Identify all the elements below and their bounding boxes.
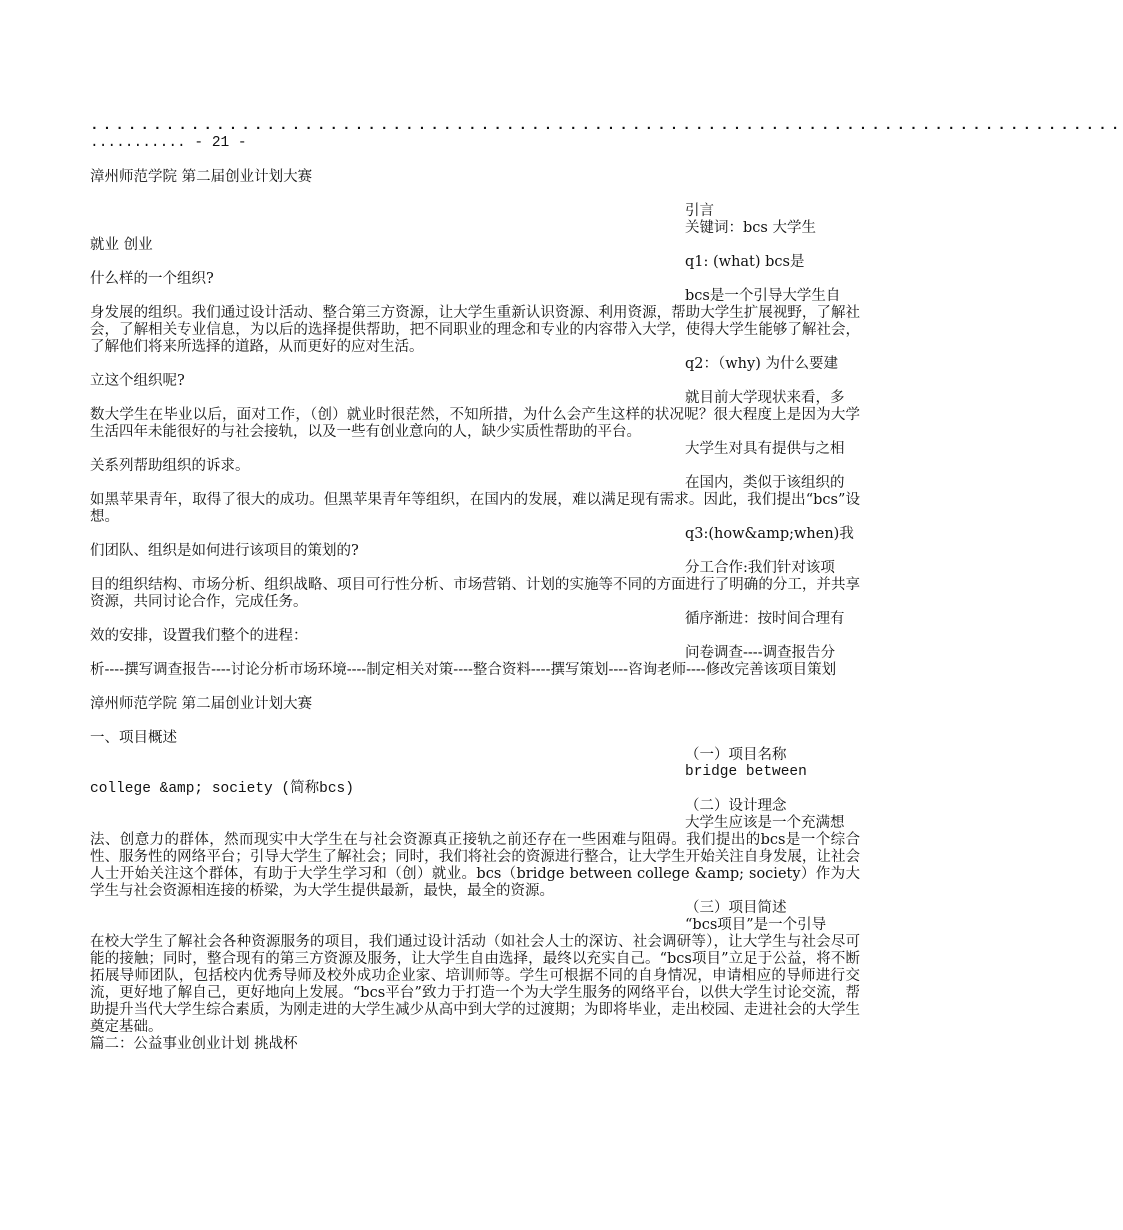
a2-paragraph: 数大学生在毕业以后，面对工作，（创）就业时很茫然，不知所措，为什么会产生这样的状况呢？很大程度上是因为大学生活四年未能很好的与社会接轨，以及一些有创业意向的人，缺少实质性帮助的平台。 [90, 407, 860, 440]
project-name-heading: （一）项目名称 [685, 747, 787, 763]
page-number: ........... - 21 - [90, 135, 247, 151]
q1-heading: q1: (what) bcs是 [685, 254, 805, 270]
q1-cont: 什么样的一个组织? [90, 271, 214, 287]
process-paragraph: 析----撰写调查报告----讨论分析市场环境----制定相关对策----整合资料----撰写策划----咨询老师----修改完善该项目策划 [90, 662, 837, 678]
intro-heading: 引言 [685, 203, 714, 219]
document-page [90, 118, 1123, 1053]
footer-line: 篇二：公益事业创业计划 挑战杯 [90, 1036, 298, 1052]
keywords-line: 关键词：bcs 大学生 [685, 220, 816, 236]
a3c-cont: 效的安排，设置我们整个的进程： [90, 628, 308, 644]
keywords-cont: 就业 创业 [90, 237, 153, 253]
brief-heading: （三）项目简述 [685, 900, 787, 916]
a3-paragraph: 目的组织结构、市场分析、组织战略、项目可行性分析、市场营销、计划的实施等不同的方面进行了明确的分工，并共享资源，共同讨论合作，完成任务。 [90, 577, 860, 610]
section-heading: 一、项目概述 [90, 730, 177, 746]
q2-cont: 立这个组织呢? [90, 373, 185, 389]
a2c-cont: 关系列帮助组织的诉求。 [90, 458, 250, 474]
a3c-start: 循序渐进：按时间合理有 [685, 611, 845, 627]
project-name-cont: college &amp; society (简称bcs) [90, 781, 354, 797]
brief-paragraph: 在校大学生了解社会各种资源服务的项目，我们通过设计活动（如社会人士的深访、社会调研等），让大学生与社会尽可能的接触；同时，整合现有的第三方资源及服务，让大学生自由选择，最终以充实自己。“bcs项目”立足于公益，将不断拓展导师团队，包括校内优秀导师及校外成功企业家、培训师等。学生可根据不同的自身情况，申请相应的导师进行交流，更好地了解自己，更好地向上发展。“bcs平台”致力于打造一个为大学生服务的网络平台，以供大学生讨论交流，帮助提升当代大学生综合素质，为刚走进的大学生减少从高中到大学的过渡期；为即将毕业，走出校园、走进社会的大学生奠定基础。 [90, 934, 860, 1035]
a1-paragraph: 身发展的组织。我们通过设计活动、整合第三方资源，让大学生重新认识资源、利用资源，帮助大学生扩展视野，了解社会，了解相关专业信息，为以后的选择提供帮助，把不同职业的理念和专业的内容带入大学，使得大学生能够了解社会，了解他们将来所选择的道路，从而更好的应对生活。 [90, 305, 860, 355]
a2d-paragraph: 如黑苹果青年，取得了很大的成功。但黑苹果青年等组织，在国内的发展，难以满足现有需求。因此，我们提出“bcs”设想。 [90, 492, 860, 525]
project-name-line: bridge between [685, 764, 807, 780]
q2-heading: q2：（why) 为什么要建 [685, 356, 838, 372]
concept-start: 大学生应该是一个充满想 [685, 815, 845, 831]
concept-paragraph: 法、创意力的群体，然而现实中大学生在与社会资源真正接轨之前还存在一些困难与阻碍。我们提出的bcs是一个综合性、服务性的网络平台；引导大学生了解社会；同时，我们将社会的资源进行整合，让大学生开始关注自身发展，让社会人士开始关注这个群体，有助于大学生学习和（创）就业。bcs（bridge between college &amp; society）作为大学生与社会资源相连接的桥梁，为大学生提供最新，最快，最全的资源。 [90, 832, 860, 899]
dot-leader-line: .................................................................................. [90, 118, 1123, 134]
a2d-start: 在国内，类似于该组织的 [685, 475, 845, 491]
q3-cont: 们团队、组织是如何进行该项目的策划的? [90, 543, 359, 559]
concept-heading: （二）设计理念 [685, 798, 787, 814]
a2c-start: 大学生对具有提供与之相 [685, 441, 845, 457]
brief-start: “bcs项目”是一个引导 [685, 917, 827, 933]
a3d-start: 问卷调查----调查报告分 [685, 645, 836, 661]
contest-title: 漳州师范学院 第二届创业计划大赛 [90, 169, 313, 185]
contest-title-2: 漳州师范学院 第二届创业计划大赛 [90, 696, 313, 712]
a2-start: 就目前大学现状来看，多 [685, 390, 845, 406]
a3-start: 分工合作:我们针对该项 [685, 560, 835, 576]
a1-start: bcs是一个引导大学生自 [685, 288, 841, 304]
q3-heading: q3:(how&amp;when)我 [685, 526, 854, 542]
